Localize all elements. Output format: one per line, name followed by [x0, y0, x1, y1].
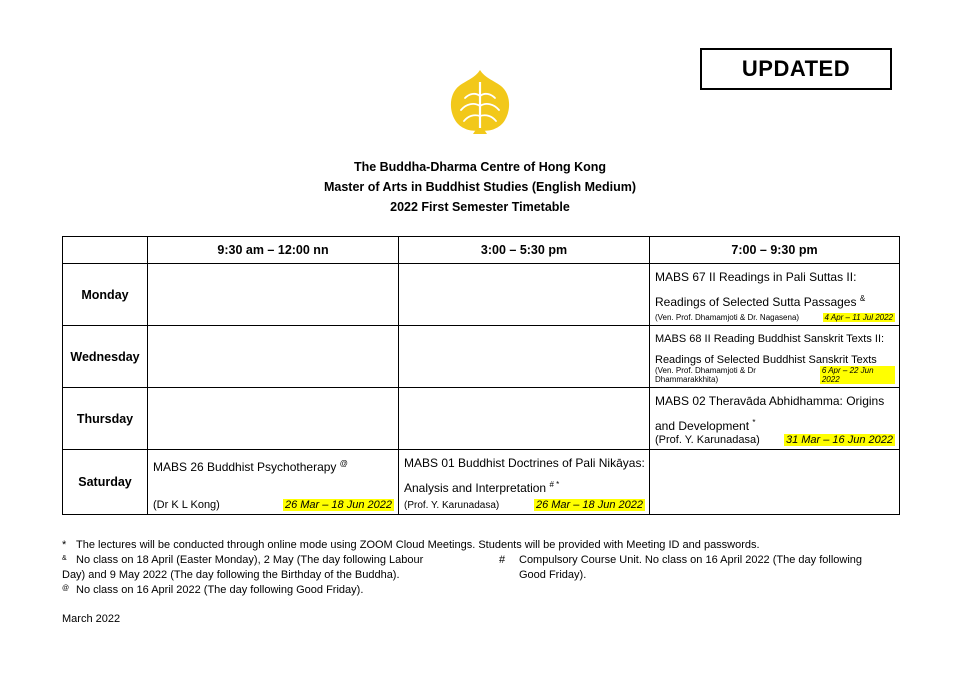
- date-range: 26 Mar – 18 Jun 2022: [284, 499, 392, 511]
- course-title: MABS 68 II Reading Buddhist Sanskrit Texts II: Readings of Selected Buddhist Sanskrit Texts: [655, 333, 885, 366]
- course-cell: [148, 450, 399, 515]
- table-row-wednesday: [63, 326, 900, 388]
- empty-cell: [148, 264, 399, 326]
- empty-cell: [399, 264, 650, 326]
- date-range: 31 Mar – 16 Jun 2022: [785, 434, 893, 446]
- date-range: 4 Apr – 11 Jul 2022: [824, 313, 893, 322]
- course-title: MABS 02 Theravāda Abhidhamma: Origins and Development *: [655, 394, 885, 433]
- footnote-hash: [499, 553, 879, 583]
- day-label: Wednesday: [63, 326, 148, 388]
- timetable-header-row: [63, 237, 900, 264]
- empty-cell: [399, 388, 650, 450]
- lecturer: (Ven. Prof. Dhamamjoti & Dr. Nagasena): [655, 313, 800, 322]
- timetable: [62, 236, 900, 515]
- course-title: MABS 67 II Readings in Pali Suttas II: Readings of Selected Sutta Passages &: [655, 270, 866, 309]
- note-mark: #: [499, 554, 506, 566]
- note-mark: @: [339, 459, 348, 468]
- empty-cell: [399, 326, 650, 388]
- footnote-at: [62, 583, 902, 598]
- course-cell: [650, 264, 900, 326]
- heading-line-3: 2022 First Semester Timetable: [390, 200, 570, 214]
- footnotes: [62, 538, 902, 598]
- day-label: Monday: [63, 264, 148, 326]
- page-heading: [0, 157, 960, 217]
- note-mark: &: [62, 555, 67, 562]
- header-morning: 9:30 am – 12:00 nn: [148, 237, 399, 264]
- footnote-text: No class on 16 April 2022 (The day following Good Friday).: [76, 584, 364, 596]
- note-mark: *: [752, 418, 756, 427]
- footnote-text: Day) and 9 May 2022 (The day following the Birthday of the Buddha).: [62, 569, 400, 581]
- footnote-amp: [62, 553, 472, 583]
- lecturer: (Prof. Y. Karunadasa): [404, 500, 500, 511]
- date-range: 26 Mar – 18 Jun 2022: [535, 499, 643, 511]
- course-cell: [650, 388, 900, 450]
- footnote-text: No class on 18 April (Easter Monday), 2 May (The day following Labour: [76, 554, 424, 566]
- lecturer: (Prof. Y. Karunadasa): [655, 434, 760, 446]
- document-date: March 2022: [62, 613, 121, 625]
- heading-line-1: The Buddha-Dharma Centre of Hong Kong: [353, 160, 607, 174]
- table-row-thursday: [63, 388, 900, 450]
- header-afternoon: 3:00 – 5:30 pm: [399, 237, 650, 264]
- course-title: MABS 26 Buddhist Psychotherapy @: [153, 459, 348, 474]
- table-row-monday: [63, 264, 900, 326]
- header-evening: 7:00 – 9:30 pm: [650, 237, 900, 264]
- course-cell: [650, 326, 900, 388]
- empty-cell: [148, 388, 399, 450]
- footnote-text: Good Friday).: [519, 569, 587, 581]
- note-mark: @: [62, 585, 70, 592]
- date-range: 6 Apr – 22 Jun 2022: [820, 366, 895, 384]
- header-blank: [63, 237, 148, 264]
- footnote-text: Compulsory Course Unit. No class on 16 April 2022 (The day following: [519, 554, 862, 566]
- lecturer: (Dr K L Kong): [153, 499, 220, 511]
- empty-cell: [650, 450, 900, 515]
- empty-cell: [148, 326, 399, 388]
- note-mark: # *: [549, 480, 560, 489]
- footnote-text: The lectures will be conducted through online mode using ZOOM Cloud Meetings. Students will be provided with Meeting ID and passwords.: [76, 539, 760, 551]
- day-label: Saturday: [63, 450, 148, 515]
- note-mark: *: [62, 539, 67, 551]
- lecturer: (Ven. Prof. Dhamamjoti & Dr Dhammarakkhita): [655, 366, 756, 384]
- footnote-star: [62, 538, 902, 553]
- course-cell: [399, 450, 650, 515]
- course-title: MABS 01 Buddhist Doctrines of Pali Nikāyas: Analysis and Interpretation # *: [404, 456, 645, 495]
- day-label: Thursday: [63, 388, 148, 450]
- bodhi-leaf-logo: [447, 68, 513, 138]
- note-mark: &: [859, 294, 866, 303]
- heading-line-2: Master of Arts in Buddhist Studies (English Medium): [323, 180, 637, 194]
- table-row-saturday: [63, 450, 900, 515]
- updated-badge: UPDATED: [700, 48, 892, 90]
- footnote-row: [62, 553, 902, 583]
